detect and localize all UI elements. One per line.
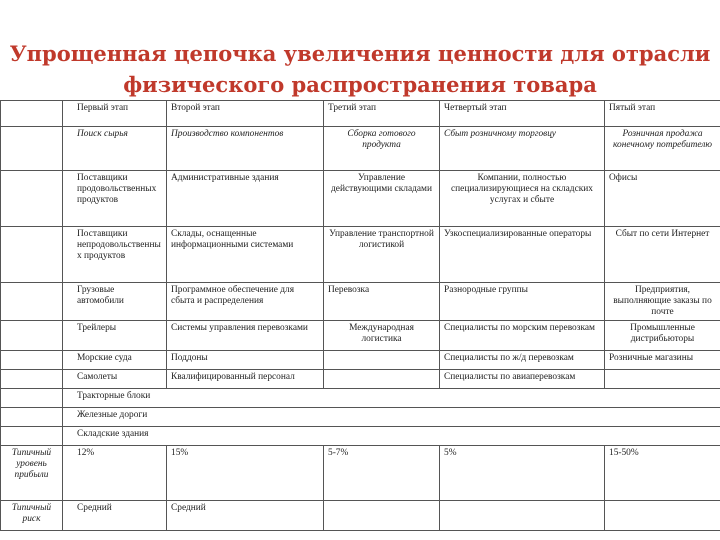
table-cell: Поддоны — [167, 351, 324, 370]
empty-cell — [440, 501, 605, 531]
table-cell: Управление действующими складами — [324, 171, 440, 227]
table-row — [1, 283, 720, 321]
activities-row — [1, 127, 720, 171]
table-cell: Управление транспортной логистикой — [324, 227, 440, 283]
empty-cell — [1, 370, 63, 389]
empty-cell — [605, 501, 720, 531]
title-line-2: физического распространения товара — [123, 72, 597, 97]
table-row — [1, 171, 720, 227]
stage-5-header: Пятый этап — [605, 101, 720, 127]
table-cell: Специалисты по ж/д перевозкам — [440, 351, 605, 370]
table-cell: Международная логистика — [324, 321, 440, 351]
table-cell: Предприятия, выполняющие заказы по почте — [605, 283, 720, 321]
empty-cell — [1, 283, 63, 321]
table-row — [1, 227, 720, 283]
table-cell: Офисы — [605, 171, 720, 227]
empty-cell — [1, 127, 63, 171]
table-cell — [324, 351, 440, 370]
empty-cell — [1, 321, 63, 351]
profit-value: 15% — [167, 446, 324, 501]
empty-cell — [1, 408, 63, 427]
table-cell: Специалисты по авиаперевозкам — [440, 370, 605, 389]
table-cell: Квалифицированный персонал — [167, 370, 324, 389]
table-row — [1, 408, 720, 427]
table-header-row — [1, 101, 720, 127]
empty-cell — [1, 101, 63, 127]
table-cell — [324, 370, 440, 389]
activity-3: Сборка готового продукта — [324, 127, 440, 171]
stage-4-header: Четвертый этап — [440, 101, 605, 127]
table-cell: Административные здания — [167, 171, 324, 227]
table-row — [1, 389, 720, 408]
title-line-1: Упрощенная цепочка увеличения ценности для отрасли — [9, 41, 711, 66]
empty-cell — [1, 227, 63, 283]
table-cell: Узкоспециализированные операторы — [440, 227, 605, 283]
profit-value: 15-50% — [605, 446, 720, 501]
table-cell: Розничные магазины — [605, 351, 720, 370]
table-cell: Перевозка — [324, 283, 440, 321]
table-cell: Трейлеры — [63, 321, 167, 351]
table-cell: Склады, оснащенные информационными системами — [167, 227, 324, 283]
profit-label: Типичный уровень прибыли — [1, 446, 63, 501]
activity-1: Поиск сырья — [63, 127, 167, 171]
page-title — [0, 38, 720, 100]
table-cell: Промышленные дистрибьюторы — [605, 321, 720, 351]
table-row — [1, 427, 720, 446]
table-row — [1, 351, 720, 370]
table-cell — [605, 370, 720, 389]
table-cell: Поставщики непродовольственных продуктов — [63, 227, 167, 283]
risk-label: Типичный риск — [1, 501, 63, 531]
table-cell: Железные дороги — [63, 408, 720, 427]
table-cell: Разнородные группы — [440, 283, 605, 321]
stage-3-header: Третий этап — [324, 101, 440, 127]
risk-value: Средний — [167, 501, 324, 531]
table-row — [1, 370, 720, 389]
table-cell: Программное обеспечение для сбыта и распределения — [167, 283, 324, 321]
table-row — [1, 321, 720, 351]
empty-cell — [1, 351, 63, 370]
table-cell: Специалисты по морским перевозкам — [440, 321, 605, 351]
table-cell: Системы управления перевозками — [167, 321, 324, 351]
table-cell: Морские суда — [63, 351, 167, 370]
value-chain-table — [0, 100, 720, 531]
table-cell: Поставщики продовольственных продуктов — [63, 171, 167, 227]
empty-cell — [1, 389, 63, 408]
activity-5: Розничная продажа конечному потребителю — [605, 127, 720, 171]
profit-value: 5% — [440, 446, 605, 501]
table-cell: Компании, полностью специализирующиеся на складских услугах и сбыте — [440, 171, 605, 227]
table-cell: Сбыт по сети Интернет — [605, 227, 720, 283]
table-cell: Самолеты — [63, 370, 167, 389]
profit-row — [1, 446, 720, 501]
profit-value: 5-7% — [324, 446, 440, 501]
empty-cell — [1, 171, 63, 227]
empty-cell — [324, 501, 440, 531]
empty-cell — [1, 427, 63, 446]
risk-row — [1, 501, 720, 531]
table-cell: Складские здания — [63, 427, 720, 446]
risk-value: Средний — [63, 501, 167, 531]
stage-2-header: Второй этап — [167, 101, 324, 127]
activity-2: Производство компонентов — [167, 127, 324, 171]
profit-value: 12% — [63, 446, 167, 501]
table-cell: Грузовые автомобили — [63, 283, 167, 321]
activity-4: Сбыт розничному торговцу — [440, 127, 605, 171]
stage-1-header: Первый этап — [63, 101, 167, 127]
table-cell: Тракторные блоки — [63, 389, 720, 408]
